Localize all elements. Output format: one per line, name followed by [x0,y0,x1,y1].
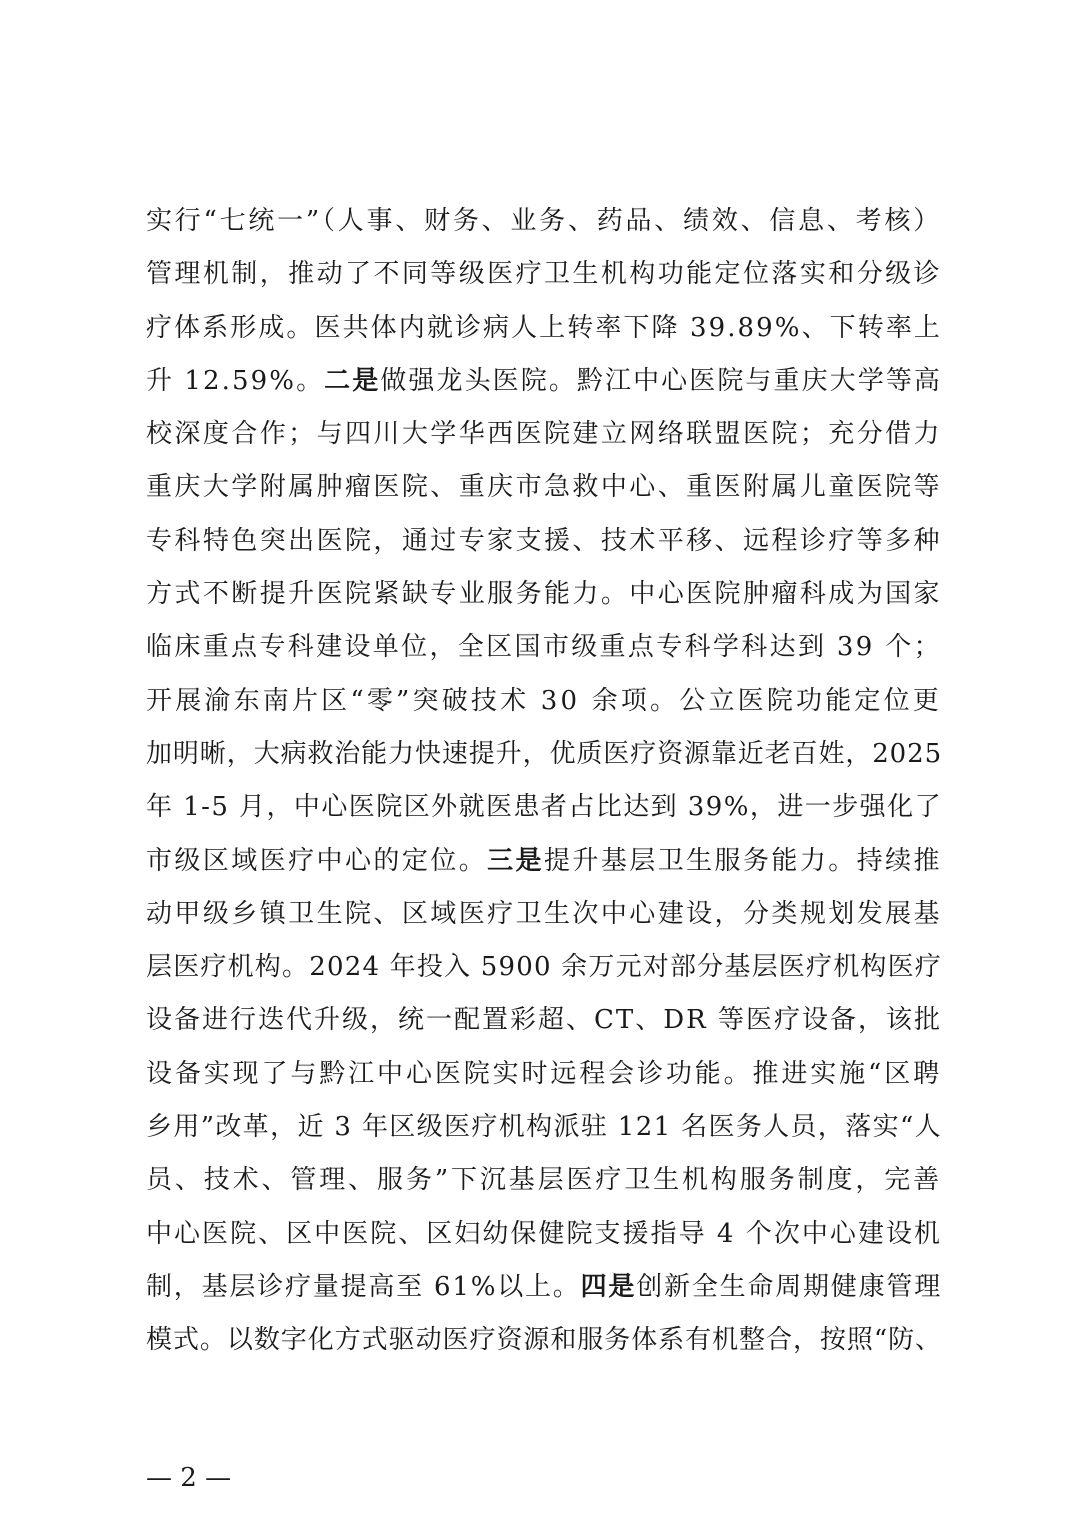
text-line [146,1261,942,1314]
text-segment: 设备实现了与黔江中心医院实时远程会诊功能。推进实施“区聘 [146,1058,942,1089]
text-segment: 升 12.59%。 [146,365,325,396]
text-segment: 专科特色突出医院，通过专家支援、技术平移、远程诊疗等多种 [146,525,942,556]
bold-keyword: 二是 [324,365,381,396]
text-segment: 模式。以数字化方式驱动医疗资源和服务体系有机整合，按照“防、 [146,1325,942,1356]
text-line [146,728,942,781]
text-line [146,675,942,728]
text-line [146,781,942,834]
text-line [146,515,942,568]
text-line [146,568,942,621]
text-line [146,1101,942,1154]
text-line [146,1048,942,1101]
text-line [146,941,942,994]
text-segment: 年 1-5 月，中心医院区外就医患者占比达到 39%，进一步强化了 [146,792,942,823]
text-line [146,835,942,888]
text-segment: 管理机制，推动了不同等级医疗卫生机构功能定位落实和分级诊 [146,259,942,290]
bold-keyword: 四是 [580,1271,637,1302]
text-line [146,621,942,674]
page-number: — 2 — [146,1463,232,1493]
text-line [146,355,942,408]
text-segment: 方式不断提升医院紧缺专业服务能力。中心医院肿瘤科成为国家 [146,579,942,610]
text-segment: 乡用”改革，近 3 年区级医疗机构派驻 121 名医务人员，落实“人 [146,1112,942,1143]
text-line [146,195,942,248]
text-segment: 疗体系形成。医共体内就诊病人上转率下降 39.89%、下转率上 [146,312,942,343]
text-line [146,994,942,1047]
text-segment: 层医疗机构。2024 年投入 5900 余万元对部分基层医疗机构医疗 [146,952,942,983]
text-line [146,1154,942,1207]
text-segment: 创新全生命周期健康管理 [636,1271,942,1302]
text-segment: 提升基层卫生服务能力。持续推 [543,845,942,876]
text-line [146,248,942,301]
text-segment: 市级区域医疗中心的定位。 [146,845,488,876]
text-segment: 开展渝东南片区“零”突破技术 30 余项。公立医院功能定位更 [146,685,942,716]
text-line [146,1208,942,1261]
text-segment: 设备进行迭代升级，统一配置彩超、CT、DR 等医疗设备，该批 [146,1005,942,1036]
text-line [146,1314,942,1367]
text-segment: 动甲级乡镇卫生院、区域医疗卫生次中心建设，分类规划发展基 [146,898,942,929]
bold-keyword: 三是 [487,845,544,876]
text-segment: 加明晰，大病救治能力快速提升，优质医疗资源靠近老百姓，2025 [146,738,942,769]
text-line [146,461,942,514]
text-segment: 员、技术、管理、服务”下沉基层医疗卫生机构服务制度，完善 [146,1165,942,1196]
text-segment: 校深度合作；与四川大学华西医院建立网络联盟医院；充分借力 [146,419,942,450]
body-paragraph [146,195,942,1368]
text-segment: 实行“七统一”（人事、财务、业务、药品、绩效、信息、考核） [146,206,942,236]
text-line [146,302,942,355]
text-line [146,408,942,461]
text-segment: 制，基层诊疗量提高至 61%以上。 [146,1271,581,1302]
text-segment: 中心医院、区中医院、区妇幼保健院支援指导 4 个次中心建设机 [146,1218,942,1249]
text-segment: 重庆大学附属肿瘤医院、重庆市急救中心、重医附属儿童医院等 [146,472,942,503]
text-segment: 做强龙头医院。黔江中心医院与重庆大学等高 [380,365,942,396]
text-segment: 临床重点专科建设单位，全区国市级重点专科学科达到 39 个； [146,632,942,663]
text-line [146,888,942,941]
